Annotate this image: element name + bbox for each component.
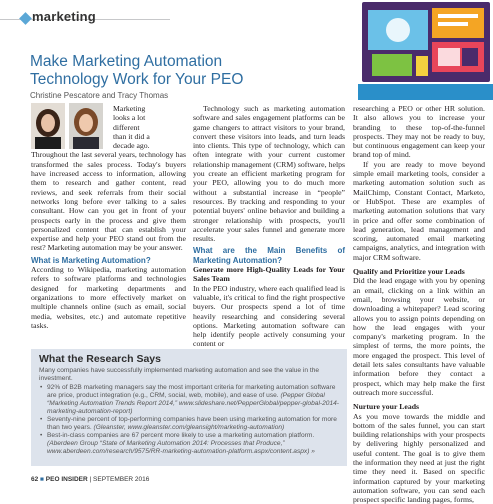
intro-line: than it did a bbox=[113, 132, 186, 141]
bullet-text: Seventy-nine percent of top-performing companies have been using marketing automation for more than two years. bbox=[47, 416, 337, 431]
article-title bbox=[30, 53, 360, 89]
paragraph: Did the lead engage with you by opening an email, clicking on a link within an email, browsing your website, or downloading a whitepaper? Lead scoring allows you to assign points depending on how the lead engages with your company's marketing program. In the simplest of terms, the more points, the more engaged the prospect. This level of detail lets sales consultants have valuable information before they contact a prospect, which may help make the first outreach more successful. bbox=[353, 276, 485, 397]
research-box-title: What the Research Says bbox=[39, 353, 339, 365]
bullet-text: 92% of B2B marketing managers say the most important criteria for marketing automation software are price, product integration (e.g., CRM, social, web, mobile), and ease of use. bbox=[47, 384, 335, 399]
bullet-citation: (Aberdeen Group “State of Marketing Automation 2014: Processes that Produce,” www.aberdeen.com/research/9575/RR-marketing-automation-platform.aspx/content.aspx) » bbox=[47, 440, 315, 455]
bullet-citation: (Pepper Global “Marketing Automation Trends Report 2014,” www.slideshare.net/PepperGlobal/pepper-global-2014-marketing-automation-report) bbox=[47, 392, 339, 415]
column-1 bbox=[31, 104, 186, 330]
paragraph: Throughout the last several years, technology has transformed the sales process. Today's buyers have increased access to information, allowing them to research and gather content, read reviews, and seek referrals from their social networks long before ever talking to a sales consultant. How can you get in front of your prospects early in the process and give them personalized content that can establish your expertise and help your PEO stand out from the rest? Marketing automation may be your answer. bbox=[31, 150, 186, 252]
bullet-citation: (Gleanster, www.gleanster.com/gleansight/marketing-automation) bbox=[94, 424, 285, 431]
byline: Christine Pescatore and Tracy Thomas bbox=[30, 91, 168, 100]
paragraph: As you move towards the middle and bottom of the sales funnel, you can start building relationships with your prospects by delivering highly personalized and useful content. The goal is to give them the information they need at just the right time they need it. Based on specific information captured by your marketing automation software, you can send each prospect specific landing pages, forms, bbox=[353, 412, 485, 504]
subheading-bold: Qualify and Prioritize your Leads bbox=[353, 267, 485, 276]
subheading: What is Marketing Automation? bbox=[31, 256, 186, 265]
publication-name: PEO INSIDER bbox=[46, 476, 88, 483]
page-footer bbox=[31, 476, 149, 483]
issue-date: SEPTEMBER 2016 bbox=[93, 476, 149, 483]
research-list bbox=[39, 384, 339, 456]
list-item bbox=[39, 384, 339, 416]
intro-line: Marketing bbox=[113, 104, 186, 113]
paragraph: researching a PEO or other HR solution. It also allows you to increase your branding to these top-of-the-funnel prospects. They may not be ready to buy, but continuous engagement can keep your brand top of mind. bbox=[353, 104, 485, 160]
research-box-intro: Many companies have successfully implemented marketing automation and see the value in the investment. bbox=[39, 367, 339, 383]
intro-line: looks a lot bbox=[113, 113, 186, 122]
page-number: 62 bbox=[31, 476, 38, 483]
research-box bbox=[31, 349, 347, 466]
column-2 bbox=[193, 104, 345, 349]
paragraph: If you are ready to move beyond simple email marketing tools, consider a marketing automation solution such as MailChimp, Constant Contact, Marketo, or HubSpot. These are examples of marketing automation solutions that vary in price and offer some combination of lead generation, lead management and scoring, automated email marketing campaigns, analytics, and integration with major CRM software. bbox=[353, 160, 485, 262]
paragraph: In the PEO industry, where each qualified lead is valuable, it's critical to find the right prospective buyers. Our prospects spend a lot of time heavily researching and considering several options. Marketing automation software can help identify people actively consuming your content or bbox=[193, 284, 345, 349]
footer-separator-icon: ■ bbox=[40, 476, 44, 483]
title-line-1: Make Marketing Automation bbox=[30, 53, 360, 71]
subheading: What are the Main Benefits of Marketing Automation? bbox=[193, 246, 345, 265]
diamond-icon bbox=[19, 12, 32, 25]
intro-line: decade ago. bbox=[113, 141, 186, 150]
column-3 bbox=[353, 104, 485, 504]
subheading-bold: Generate more High-Quality Leads for Your Sales Team bbox=[193, 265, 345, 284]
list-item bbox=[39, 432, 339, 456]
bullet-text: Best-in-class companies are 67 percent more likely to use a marketing automation platform. bbox=[47, 432, 314, 439]
footer-divider: | bbox=[90, 476, 92, 483]
subheading-bold: Nurture your Leads bbox=[353, 402, 485, 411]
intro-line: different bbox=[113, 123, 186, 132]
intro-lines bbox=[113, 104, 186, 150]
title-line-2: Technology Work for Your PEO bbox=[30, 71, 360, 89]
paragraph: Technology such as marketing automation software and sales engagement platforms can be game changers to attract visitors to your brand, convert these visitors into leads, and turn leads into clients. This type of technology, which can often integrate with your current customer relationship management (CRM) software, helps you create an efficient marketing program for your PEO, allowing you to do much more without a substantial increase in “people” resources. By tracking and responding to your potential buyers' online behavior and building a stronger relationship with prospects, you'll accelerate your sales funnel and generate more results. bbox=[193, 104, 345, 243]
section-tag: marketing bbox=[32, 9, 96, 24]
marketing-illustration bbox=[358, 0, 493, 100]
paragraph: According to Wikipedia, marketing automation refers to software platforms and technologies designed for marketing departments and organizations to more effectively market on multiple channels online (such as email, social media, websites, etc.) and automate repetitive tasks. bbox=[31, 265, 186, 330]
list-item bbox=[39, 416, 339, 432]
